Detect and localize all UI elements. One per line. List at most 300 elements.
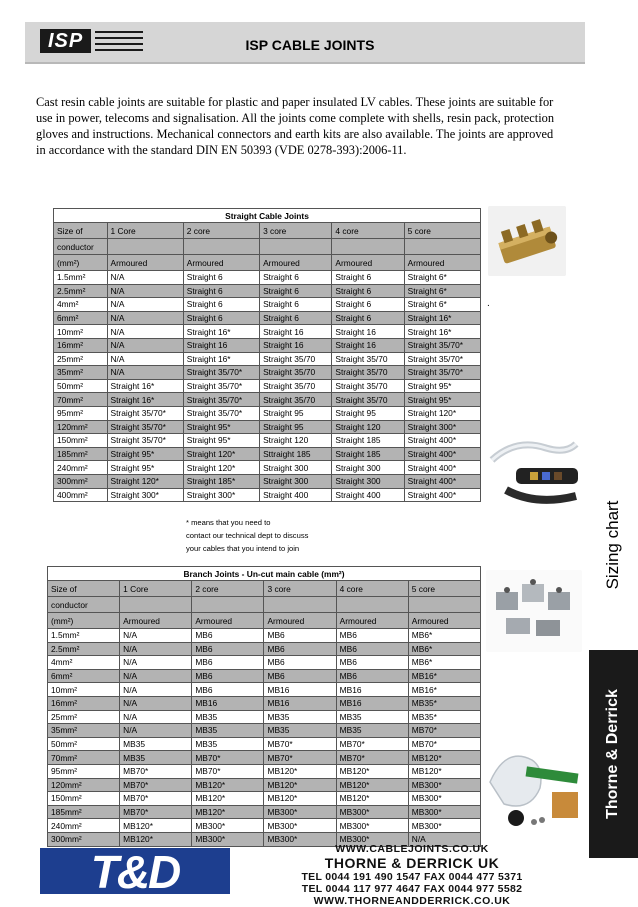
table-cell: MB70* xyxy=(120,805,192,819)
isp-logo-lines xyxy=(95,31,143,51)
table-cell: 16mm² xyxy=(54,338,108,352)
table-cell: Straight 120 xyxy=(332,420,404,434)
table-header-cell xyxy=(183,239,259,255)
table-cell: 300mm² xyxy=(48,832,120,846)
table-cell: Straight 35/70* xyxy=(404,352,480,366)
table-row xyxy=(48,642,481,656)
table-cell: MB35* xyxy=(408,696,480,710)
table-row xyxy=(54,379,481,393)
table-cell: N/A xyxy=(107,352,183,366)
table-cell: N/A xyxy=(120,629,192,643)
table-header-cell: conductor xyxy=(54,239,108,255)
table-cell: N/A xyxy=(120,683,192,697)
table-row xyxy=(54,311,481,325)
header-divider xyxy=(25,62,585,64)
table-cell: 400mm² xyxy=(54,488,108,502)
table-cell: MB16 xyxy=(264,696,336,710)
table-row xyxy=(48,805,481,819)
table-cell: Straight 300 xyxy=(332,461,404,475)
table-cell: Straight 6 xyxy=(260,311,332,325)
table-cell: Straight 16* xyxy=(183,325,259,339)
table-cell: N/A xyxy=(107,298,183,312)
company-name: THORNE & DERRICK UK xyxy=(324,855,500,871)
table-cell: Straight 35/70* xyxy=(107,434,183,448)
table-cell: MB16 xyxy=(336,696,408,710)
table-header-cell: 2 core xyxy=(192,581,264,597)
table-cell: 150mm² xyxy=(54,434,108,448)
table-cell: MB6 xyxy=(192,642,264,656)
table-cell: MB120* xyxy=(192,778,264,792)
table-cell: MB70* xyxy=(192,751,264,765)
resin-joint-shell-photo xyxy=(486,742,582,832)
table-cell: MB16 xyxy=(336,683,408,697)
table-cell: Straight 185* xyxy=(183,474,259,488)
table-cell: MB6 xyxy=(336,656,408,670)
table-row xyxy=(54,488,481,502)
table-cell: 240mm² xyxy=(48,819,120,833)
table-cell: MB6 xyxy=(264,669,336,683)
page-title: ISP CABLE JOINTS xyxy=(245,37,375,53)
td-logo xyxy=(40,844,230,898)
table-cell: N/A xyxy=(120,656,192,670)
table-cell: MB70* xyxy=(336,751,408,765)
note-line: your cables that you intend to join xyxy=(186,544,300,553)
table-cell: 70mm² xyxy=(48,751,120,765)
table-cell: 4mm² xyxy=(54,298,108,312)
table-row xyxy=(48,751,481,765)
table-header-cell xyxy=(336,597,408,613)
table-cell: MB16* xyxy=(408,683,480,697)
note-line: contact our technical dept to discuss xyxy=(186,531,309,540)
table-cell: Straight 35/70* xyxy=(107,406,183,420)
table-cell: Straight 6 xyxy=(183,271,259,285)
table-cell: Straight 35/70* xyxy=(183,379,259,393)
table-row xyxy=(48,737,481,751)
table-cell: MB120* xyxy=(264,778,336,792)
table-cell: MB6 xyxy=(192,656,264,670)
table-cell: Straight 95* xyxy=(183,420,259,434)
table-cell: Straight 6 xyxy=(260,271,332,285)
table-row xyxy=(54,366,481,380)
straight-joints-table xyxy=(53,208,481,502)
table-cell: MB120* xyxy=(264,792,336,806)
table-cell: Straight 16 xyxy=(260,338,332,352)
table-cell: 120mm² xyxy=(48,778,120,792)
table-row xyxy=(48,724,481,738)
table-header-cell: Armoured xyxy=(264,613,336,629)
table-cell: Straight 400* xyxy=(404,434,480,448)
table-cell: Straight 6 xyxy=(332,311,404,325)
table-cell: Straight 6 xyxy=(332,298,404,312)
table-cell: Straight 16* xyxy=(183,352,259,366)
table-cell: N/A xyxy=(120,696,192,710)
table-cell: Straight 300* xyxy=(183,488,259,502)
table-cell: Straight 6 xyxy=(332,284,404,298)
table-header-cell: Armoured xyxy=(408,613,480,629)
table-cell: Straight 300 xyxy=(260,461,332,475)
table-cell: MB300* xyxy=(264,832,336,846)
table-cell: 185mm² xyxy=(48,805,120,819)
table-cell: MB120* xyxy=(192,805,264,819)
table-cell: 35mm² xyxy=(54,366,108,380)
table-cell: N/A xyxy=(107,284,183,298)
td-logo-text: T&D xyxy=(90,846,180,898)
table-cell: MB300* xyxy=(408,805,480,819)
table-cell: Straight 35/70 xyxy=(260,393,332,407)
footer xyxy=(30,842,585,907)
table-cell: Straight 16 xyxy=(332,338,404,352)
table-cell: MB120* xyxy=(120,819,192,833)
table-cell: Straight 35/70 xyxy=(332,366,404,380)
table-cell: MB6* xyxy=(408,629,480,643)
table-cell: 95mm² xyxy=(48,764,120,778)
table-row xyxy=(54,325,481,339)
table-header-cell xyxy=(264,597,336,613)
table-row xyxy=(48,696,481,710)
asterisk-note xyxy=(186,516,308,555)
table-cell: Straight 95* xyxy=(107,447,183,461)
table-cell: 4mm² xyxy=(48,656,120,670)
table-cell: Straight 400* xyxy=(404,488,480,502)
table-cell: Straight 6 xyxy=(183,298,259,312)
table-cell: 16mm² xyxy=(48,696,120,710)
table-cell: 185mm² xyxy=(54,447,108,461)
table-row xyxy=(48,710,481,724)
table-caption: Branch Joints - Un-cut main cable (mm²) xyxy=(48,567,481,581)
table-cell: N/A xyxy=(120,724,192,738)
table-cell: Straight 35/70 xyxy=(332,352,404,366)
table-cell: 2.5mm² xyxy=(54,284,108,298)
table-cell: Sttraight 185 xyxy=(260,447,332,461)
table-header-cell: Armoured xyxy=(332,255,404,271)
table-cell: Straight 120 xyxy=(260,434,332,448)
table-header-cell: 2 core xyxy=(183,223,259,239)
table-cell: MB120* xyxy=(336,792,408,806)
table-cell: Straight 16 xyxy=(183,338,259,352)
table-cell: Straight 400 xyxy=(332,488,404,502)
table-cell: N/A xyxy=(107,325,183,339)
table-cell: 35mm² xyxy=(48,724,120,738)
table-caption: Straight Cable Joints xyxy=(54,209,481,223)
table-cell: MB300* xyxy=(408,778,480,792)
table-cell: MB70* xyxy=(264,737,336,751)
table-cell: 95mm² xyxy=(54,406,108,420)
table-cell: N/A xyxy=(120,642,192,656)
table-cell: Straight 120* xyxy=(183,461,259,475)
table-row xyxy=(54,271,481,285)
table-header-cell: Size of xyxy=(54,223,108,239)
table-cell: N/A xyxy=(408,832,480,846)
table-cell: MB35 xyxy=(192,710,264,724)
table-cell: Straight 16 xyxy=(260,325,332,339)
table-cell: MB120* xyxy=(408,764,480,778)
table-cell: N/A xyxy=(120,710,192,724)
table-row xyxy=(54,420,481,434)
table-header-cell: Armoured xyxy=(183,255,259,271)
table-row xyxy=(54,461,481,475)
table-header-cell xyxy=(408,597,480,613)
table-cell: 150mm² xyxy=(48,792,120,806)
table-cell: MB16* xyxy=(408,669,480,683)
table-cell: Straight 95 xyxy=(332,406,404,420)
table-cell: MB6 xyxy=(264,629,336,643)
table-header-cell: Armoured xyxy=(192,613,264,629)
table-cell: Straight 6* xyxy=(404,284,480,298)
table-row xyxy=(54,298,481,312)
table-cell: Straight 120* xyxy=(404,406,480,420)
table-header-cell: Armoured xyxy=(404,255,480,271)
table-cell: Straight 6 xyxy=(183,311,259,325)
table-cell: Straight 400 xyxy=(260,488,332,502)
table-cell: 300mm² xyxy=(54,474,108,488)
sizing-chart-text: Sizing chart xyxy=(603,500,622,590)
stray-dot: . xyxy=(487,298,490,309)
table-header-cell: 3 core xyxy=(260,223,332,239)
table-header-row xyxy=(48,613,481,629)
table-row xyxy=(54,284,481,298)
table-header-cell: 4 core xyxy=(336,581,408,597)
table-row xyxy=(48,819,481,833)
table-cell: MB6* xyxy=(408,642,480,656)
table-cell: Straight 16 xyxy=(332,325,404,339)
table-cell: Straight 16* xyxy=(404,325,480,339)
table-cell: Straight 400* xyxy=(404,474,480,488)
table-cell: MB300* xyxy=(192,819,264,833)
table-cell: Straight 300 xyxy=(332,474,404,488)
table-cell: N/A xyxy=(107,338,183,352)
table-cell: MB300* xyxy=(336,832,408,846)
table-cell: 120mm² xyxy=(54,420,108,434)
table-cell: MB300* xyxy=(336,819,408,833)
table-header-row xyxy=(54,255,481,271)
table-header-cell: conductor xyxy=(48,597,120,613)
table-row xyxy=(54,352,481,366)
intro-paragraph: Cast resin cable joints are suitable for plastic and paper insulated LV cables. These joints are suitable for use in power, telecoms and signalisation. All the joints come complete with shells, resin pack, protection gloves and instructions. Mechanical connectors and earth kits are also available. The joints are approved in accordance with the standard DIN EN 50393 (VDE 0278-393):2006-11. xyxy=(36,95,555,157)
note-line: * means that you need to xyxy=(186,518,271,527)
table-header-cell: (mm²) xyxy=(48,613,120,629)
brass-connector-photo xyxy=(488,206,566,276)
table-cell: Straight 185 xyxy=(332,447,404,461)
table-cell: 240mm² xyxy=(54,461,108,475)
table-cell: MB16 xyxy=(192,696,264,710)
table-row xyxy=(48,669,481,683)
table-header-cell: 1 Core xyxy=(107,223,183,239)
table-cell: Straight 35/70 xyxy=(332,379,404,393)
table-cell: MB120* xyxy=(192,792,264,806)
table-cell: 50mm² xyxy=(54,379,108,393)
table-cell: Straight 16* xyxy=(107,393,183,407)
table-cell: Straight 35/70* xyxy=(107,420,183,434)
table-cell: MB300* xyxy=(408,792,480,806)
table-cell: Straight 6 xyxy=(183,284,259,298)
table-cell: MB70* xyxy=(336,737,408,751)
table-cell: Straight 35/70 xyxy=(260,352,332,366)
table-cell: 10mm² xyxy=(54,325,108,339)
table-cell: Straight 35/70* xyxy=(183,366,259,380)
table-cell: MB70* xyxy=(120,778,192,792)
table-cell: MB120* xyxy=(120,832,192,846)
table-row xyxy=(54,393,481,407)
table-cell: Straight 400* xyxy=(404,461,480,475)
table-cell: Straight 6 xyxy=(260,298,332,312)
table-cell: MB300* xyxy=(408,819,480,833)
cable-joint-kit-photo xyxy=(486,430,581,510)
table-cell: Straight 95* xyxy=(107,461,183,475)
phone-line-2: TEL 0044 117 977 4647 FAX 0044 977 5582 xyxy=(301,883,523,895)
table-cell: Straight 35/70 xyxy=(332,393,404,407)
table-row xyxy=(54,447,481,461)
brand-sidebar xyxy=(589,650,638,858)
table-header-cell: (mm²) xyxy=(54,255,108,271)
table-header-cell xyxy=(107,239,183,255)
table-cell: Straight 300 xyxy=(260,474,332,488)
table-cell: MB35 xyxy=(336,724,408,738)
phone-line-1: TEL 0044 191 490 1547 FAX 0044 477 5371 xyxy=(301,871,523,883)
table-cell: 10mm² xyxy=(48,683,120,697)
table-cell: N/A xyxy=(120,669,192,683)
cablejoints-website-link[interactable]: WWW.CABLEJOINTS.CO.UK xyxy=(335,843,489,855)
table-cell: MB35* xyxy=(408,710,480,724)
table-cell: MB70* xyxy=(264,751,336,765)
table-header-cell xyxy=(120,597,192,613)
table-cell: Straight 16* xyxy=(404,311,480,325)
table-cell: MB120* xyxy=(336,778,408,792)
table-cell: MB120* xyxy=(408,751,480,765)
table-cell: Straight 35/70* xyxy=(404,338,480,352)
table-header-cell: 5 core xyxy=(408,581,480,597)
table-cell: Straight 6* xyxy=(404,271,480,285)
brand-sidebar-text: Thorne & Derrick xyxy=(604,689,621,819)
table-header-cell: Armoured xyxy=(260,255,332,271)
table-header-cell: Armoured xyxy=(336,613,408,629)
table-cell: MB35 xyxy=(336,710,408,724)
table-cell: MB6 xyxy=(336,629,408,643)
table-cell: Straight 300* xyxy=(404,420,480,434)
table-cell: Straight 95* xyxy=(404,393,480,407)
table-cell: Straight 95 xyxy=(260,406,332,420)
table-cell: MB70* xyxy=(408,737,480,751)
table-cell: MB70* xyxy=(120,764,192,778)
table-header-cell: 4 core xyxy=(332,223,404,239)
table-cell: 25mm² xyxy=(54,352,108,366)
table-cell: Straight 300* xyxy=(107,488,183,502)
table-cell: Straight 6* xyxy=(404,298,480,312)
table-cell: MB35 xyxy=(192,724,264,738)
table-cell: Straight 35/70* xyxy=(404,366,480,380)
table-cell: MB35 xyxy=(120,751,192,765)
table-cell: MB70* xyxy=(408,724,480,738)
isp-logo-text: ISP xyxy=(40,29,91,53)
table-cell: N/A xyxy=(107,271,183,285)
table-cell: Straight 35/70 xyxy=(260,366,332,380)
table-cell: Straight 120* xyxy=(107,474,183,488)
table-header-cell: 3 core xyxy=(264,581,336,597)
table-cell: 70mm² xyxy=(54,393,108,407)
table-cell: MB120* xyxy=(336,764,408,778)
table-cell: Straight 95* xyxy=(404,379,480,393)
table-cell: MB300* xyxy=(264,819,336,833)
sizing-chart-label xyxy=(588,440,638,650)
table-cell: 6mm² xyxy=(54,311,108,325)
table-cell: MB35 xyxy=(192,737,264,751)
branch-joints-table xyxy=(47,566,481,847)
table-cell: Straight 35/70 xyxy=(260,379,332,393)
table-cell: Straight 120* xyxy=(183,447,259,461)
table-cell: Straight 35/70* xyxy=(183,406,259,420)
table-header-row xyxy=(48,581,481,597)
table-cell: 1.5mm² xyxy=(48,629,120,643)
table-cell: MB16 xyxy=(264,683,336,697)
table-row xyxy=(54,338,481,352)
table-cell: MB120* xyxy=(264,764,336,778)
table-header-cell: 5 core xyxy=(404,223,480,239)
table-cell: MB6 xyxy=(192,669,264,683)
table-header-row xyxy=(54,239,481,255)
table-row xyxy=(48,764,481,778)
table-cell: Straight 185 xyxy=(332,434,404,448)
table-cell: N/A xyxy=(107,366,183,380)
table-header-cell xyxy=(404,239,480,255)
thorneandderrick-website-link[interactable]: WWW.THORNEANDDERRICK.CO.UK xyxy=(313,895,511,907)
table-cell: Straight 35/70* xyxy=(183,393,259,407)
table-row xyxy=(48,778,481,792)
isp-logo xyxy=(40,29,143,53)
table-header-cell xyxy=(260,239,332,255)
table-cell: Straight 400* xyxy=(404,447,480,461)
table-header-cell: Size of xyxy=(48,581,120,597)
table-cell: Straight 6 xyxy=(332,271,404,285)
table-cell: MB6 xyxy=(336,669,408,683)
table-cell: Straight 6 xyxy=(260,284,332,298)
contact-block xyxy=(242,843,582,907)
table-cell: 2.5mm² xyxy=(48,642,120,656)
table-cell: 1.5mm² xyxy=(54,271,108,285)
table-cell: MB35 xyxy=(264,710,336,724)
table-header-cell xyxy=(332,239,404,255)
table-cell: MB6 xyxy=(264,642,336,656)
table-header-row xyxy=(54,223,481,239)
table-header-cell: 1 Core xyxy=(120,581,192,597)
table-cell: 50mm² xyxy=(48,737,120,751)
table-header-cell xyxy=(192,597,264,613)
table-header-cell: Armoured xyxy=(107,255,183,271)
table-cell: 6mm² xyxy=(48,669,120,683)
table-cell: MB6 xyxy=(192,683,264,697)
table-cell: 25mm² xyxy=(48,710,120,724)
table-header-cell: Armoured xyxy=(120,613,192,629)
table-row xyxy=(48,656,481,670)
table-row xyxy=(48,792,481,806)
table-cell: MB300* xyxy=(264,805,336,819)
table-row xyxy=(48,629,481,643)
table-cell: Straight 16* xyxy=(107,379,183,393)
table-cell: MB6 xyxy=(336,642,408,656)
table-row xyxy=(54,434,481,448)
table-cell: MB70* xyxy=(120,792,192,806)
table-cell: MB70* xyxy=(192,764,264,778)
table-cell: Straight 95* xyxy=(183,434,259,448)
table-row xyxy=(54,406,481,420)
table-row xyxy=(48,683,481,697)
table-header-row xyxy=(48,597,481,613)
table-cell: MB6 xyxy=(264,656,336,670)
table-cell: MB35 xyxy=(264,724,336,738)
table-cell: MB6 xyxy=(192,629,264,643)
table-cell: MB300* xyxy=(336,805,408,819)
table-cell: MB300* xyxy=(192,832,264,846)
table-row xyxy=(54,474,481,488)
table-cell: MB6* xyxy=(408,656,480,670)
